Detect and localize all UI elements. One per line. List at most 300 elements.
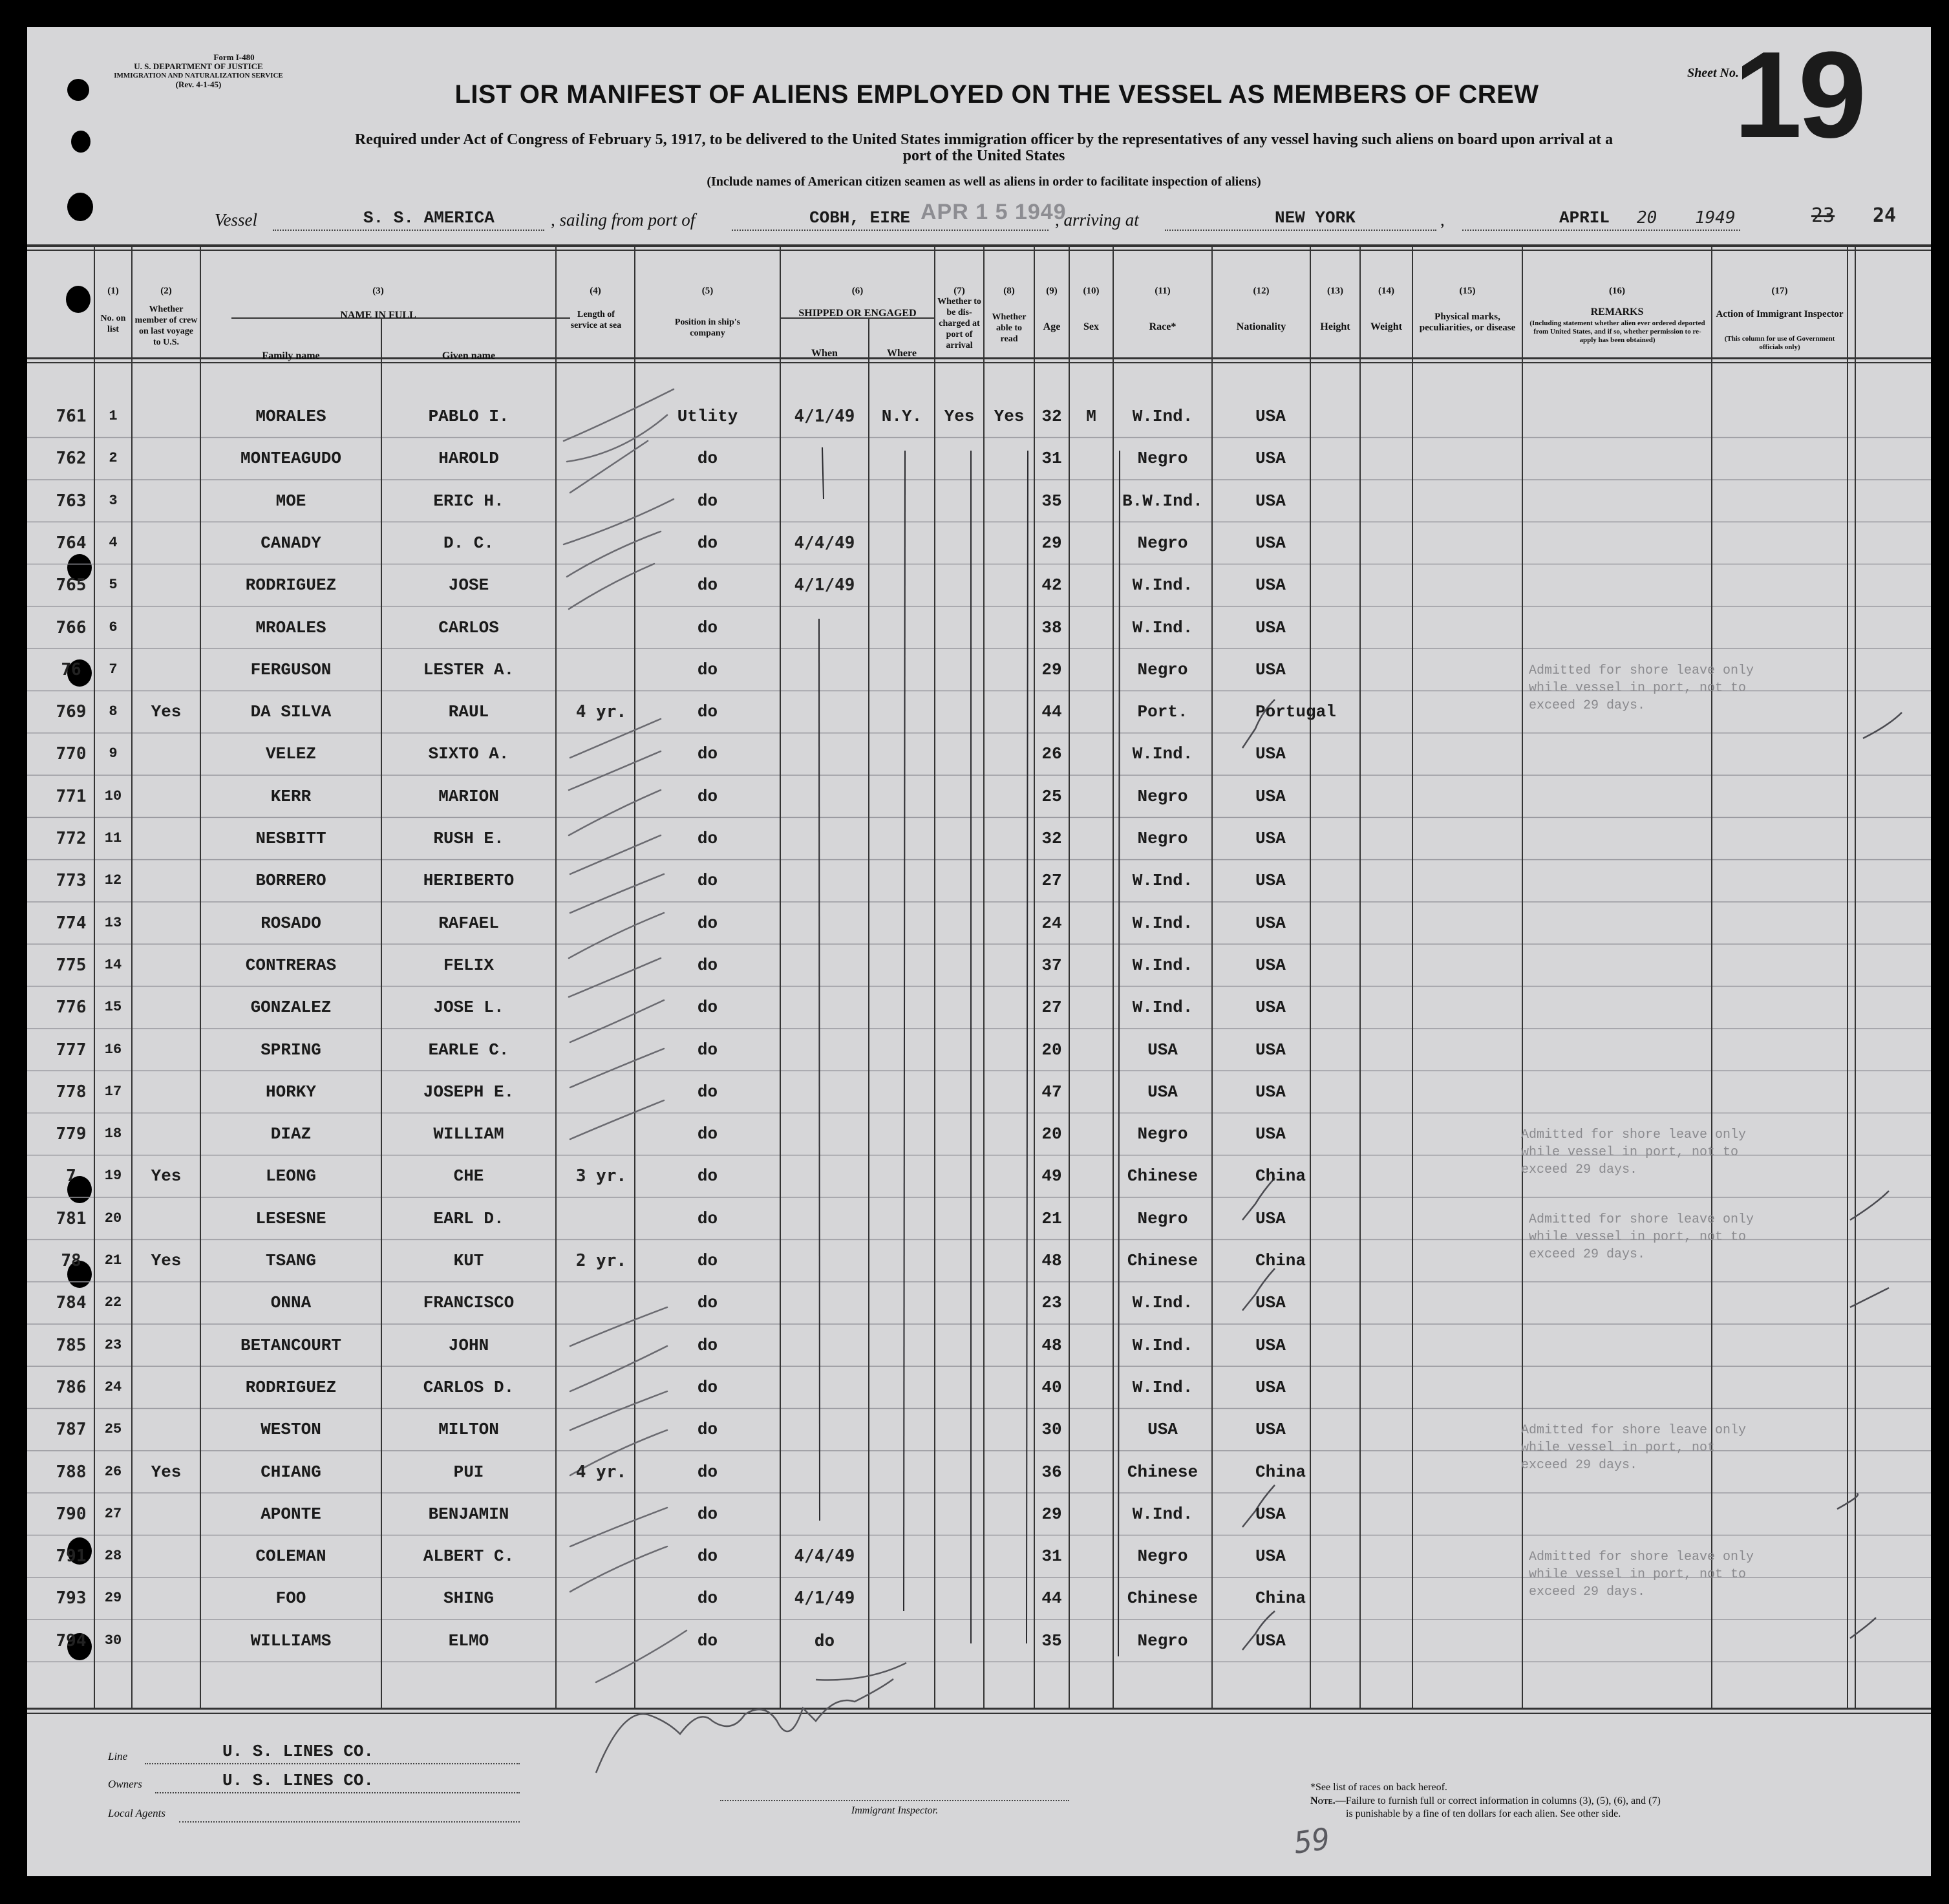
family-name: MROALES	[255, 617, 326, 637]
age: 27	[1041, 998, 1062, 1018]
nationality: China	[1255, 1166, 1306, 1186]
remark-line: exceed 29 days.	[1529, 1246, 1646, 1262]
margin-number: 773	[56, 871, 87, 891]
nationality: USA	[1255, 1293, 1286, 1313]
age: 38	[1041, 617, 1062, 637]
table-row	[27, 490, 1931, 512]
row-number: 27	[104, 1505, 122, 1522]
race: W.Ind.	[1132, 1293, 1193, 1313]
remark-line: Admitted for shore leave only	[1529, 663, 1754, 678]
position: do	[697, 1251, 718, 1270]
margin-number: 78	[61, 1251, 81, 1270]
margin-number: 763	[56, 491, 87, 511]
position: do	[697, 1208, 718, 1228]
margin-number: 776	[56, 998, 87, 1018]
margin-number: 785	[56, 1335, 87, 1355]
age: 35	[1041, 491, 1062, 511]
header-name-in-full: NAME IN FULL	[340, 310, 416, 321]
header-position: Position in ship's company	[674, 317, 741, 338]
position: do	[697, 491, 718, 511]
margin-number: 762	[56, 449, 87, 469]
age: 47	[1041, 1082, 1062, 1102]
nationality: USA	[1255, 617, 1286, 637]
nationality: USA	[1255, 786, 1286, 806]
given-name: SHING	[443, 1588, 494, 1609]
family-name: MOE	[275, 491, 306, 511]
table-row	[27, 447, 1931, 469]
race: Negro	[1137, 1631, 1188, 1651]
row-number: 4	[109, 534, 118, 551]
table-row	[27, 1334, 1931, 1356]
age: 29	[1041, 533, 1062, 553]
nationality: USA	[1255, 449, 1286, 469]
position: do	[697, 1335, 718, 1355]
position: do	[697, 1462, 718, 1482]
age: 24	[1041, 913, 1062, 933]
age: 27	[1041, 871, 1062, 891]
family-name: DIAZ	[270, 1124, 312, 1144]
remark-admitted-shore-leave	[1529, 1548, 1754, 1601]
nationality: USA	[1255, 829, 1286, 848]
position: do	[697, 702, 718, 722]
sailing-label: , sailing from port of	[551, 210, 696, 230]
position: do	[697, 1377, 718, 1397]
age: 40	[1041, 1377, 1062, 1397]
shipped-when: 4/4/49	[794, 533, 855, 553]
family-name: VELEZ	[265, 744, 316, 764]
race: W.Ind.	[1132, 744, 1193, 764]
age: 23	[1041, 1293, 1062, 1313]
vessel-name: S. S. AMERICA	[363, 208, 495, 228]
nationality: USA	[1255, 533, 1286, 553]
row-number: 19	[104, 1168, 122, 1184]
given-name: FRANCISCO	[423, 1293, 515, 1313]
header-given-name: Given name	[442, 350, 496, 361]
column-headers: (1) (2) (3) (4) (5) (6) (7) (8) (9) (10) (11) (12) (13) (14) (15) (16) (17) No. on list Whether member of crew on last voyage to U.S. NAME IN FULL Family name Given name Length of service at sea Position in ship's company SHIPPED OR ENGAGED When Where Whether to be dis-charged at port of arrival Whether able to read Age Sex Race* Nationality Height Weight Physical marks, peculiarities, or disease REMARKS (Including statement whether alien ever ordered deported from United States, and if so, whether permission to re-apply has been obtained) Action of Immigrant Inspector (This column for use of Government officials only)	[27, 27, 1931, 363]
sheet-label: Sheet No.	[1687, 66, 1739, 80]
given-name: EARL D.	[433, 1208, 504, 1228]
date-month: APRIL	[1559, 208, 1610, 228]
races-note: *See list of races on back hereof.	[1310, 1782, 1447, 1793]
row-number: 29	[104, 1590, 122, 1607]
remark-line: exceed 29 days.	[1529, 698, 1646, 713]
given-name: HAROLD	[438, 449, 499, 469]
given-name: FELIX	[443, 955, 494, 975]
race: Port.	[1137, 702, 1188, 722]
header-physical: Physical marks, peculiarities, or disease	[1419, 312, 1516, 333]
race: W.Ind.	[1132, 1504, 1193, 1524]
given-name: PABLO I.	[428, 407, 509, 426]
table-row	[27, 912, 1931, 934]
subtitle-line1: Required under Act of Congress of February 5, 1917, to be delivered to the United States immigration officer by the representatives of any vessel having such aliens on board upon arrival at a	[354, 131, 1614, 148]
position: do	[697, 1631, 718, 1651]
nationality: USA	[1255, 1377, 1286, 1397]
nationality: USA	[1255, 659, 1286, 679]
position: do	[697, 449, 718, 469]
family-name: LEONG	[265, 1166, 316, 1186]
margin-number: 770	[56, 744, 87, 764]
given-name: JOSE L.	[433, 998, 504, 1018]
position: do	[697, 575, 718, 595]
nationality: USA	[1255, 1124, 1286, 1144]
family-name: MONTEAGUDO	[240, 449, 342, 469]
family-name: ONNA	[270, 1293, 312, 1313]
age: 48	[1041, 1251, 1062, 1270]
race: W.Ind.	[1132, 913, 1193, 933]
header-discharged: Whether to be dis-charged at port of arrival	[937, 297, 981, 350]
nationality: USA	[1255, 491, 1286, 511]
shipped-when: 4/1/49	[794, 407, 855, 426]
manifest-sheet	[27, 27, 1931, 1876]
header-remarks-note: (Including statement whether alien ever ordered deported from United States, and if so, whether permission to re-apply has been obtained)	[1529, 319, 1705, 344]
given-name: HERIBERTO	[423, 871, 515, 891]
family-name: CONTRERAS	[245, 955, 337, 975]
race: W.Ind.	[1132, 871, 1193, 891]
given-name: RAUL	[448, 702, 489, 722]
family-name: FERGUSON	[250, 659, 332, 679]
header-no-on-list: No. on list	[100, 314, 126, 334]
given-name: PUI	[453, 1462, 484, 1482]
position: do	[697, 659, 718, 679]
race: Negro	[1137, 449, 1188, 469]
nationality: USA	[1255, 1546, 1286, 1567]
given-name: WILLIAM	[433, 1124, 504, 1144]
row-number: 3	[109, 492, 118, 509]
margin-number: 778	[56, 1082, 87, 1102]
received-stamp: APR 1 5 1949	[921, 200, 1067, 224]
family-name: RODRIGUEZ	[245, 1377, 337, 1397]
remark-line: while vessel in port, not to	[1529, 1567, 1747, 1583]
margin-number: 772	[56, 829, 87, 848]
family-name: KERR	[270, 786, 312, 806]
table-row	[27, 1081, 1931, 1103]
header-action-note: (This column for use of Government officials only)	[1724, 335, 1835, 351]
row-number: 17	[104, 1083, 122, 1100]
margin-number: 769	[56, 702, 87, 722]
date-year: 1949	[1695, 208, 1736, 228]
header-sex: Sex	[1083, 321, 1099, 332]
age: 37	[1041, 955, 1062, 975]
age: 21	[1041, 1208, 1062, 1228]
remark-line: exceed 29 days.	[1529, 1585, 1646, 1600]
remark-line: Admitted for shore leave only	[1521, 1128, 1747, 1143]
fine-note	[1310, 1795, 1892, 1821]
owners-value: U. S. LINES CO.	[222, 1771, 374, 1790]
crew-last-voyage: Yes	[151, 1462, 182, 1482]
header-shipped: SHIPPED OR ENGAGED	[798, 308, 917, 319]
position: do	[697, 913, 718, 933]
race: Chinese	[1127, 1588, 1198, 1609]
crew-last-voyage: Yes	[151, 1251, 182, 1270]
table-row	[27, 532, 1931, 554]
race: W.Ind.	[1132, 407, 1193, 426]
margin-number: 764	[56, 533, 87, 553]
position: do	[697, 1420, 718, 1440]
family-name: BORRERO	[255, 871, 326, 891]
row-number: 13	[104, 914, 122, 931]
row-number: 8	[109, 703, 118, 720]
row-number: 23	[104, 1336, 122, 1353]
age: 20	[1041, 1040, 1062, 1060]
nationality: USA	[1255, 1420, 1286, 1440]
given-name: CARLOS	[438, 617, 499, 637]
form-dept: U. S. DEPARTMENT OF JUSTICE	[134, 61, 263, 71]
table-row	[27, 1039, 1931, 1061]
header-length-service: Length of service at sea	[570, 310, 622, 330]
header-when: When	[811, 348, 838, 359]
row-number: 30	[104, 1632, 122, 1649]
position: do	[697, 1504, 718, 1524]
table-row	[27, 1292, 1931, 1314]
row-number: 5	[109, 577, 118, 594]
row-number: 12	[104, 872, 122, 889]
family-name: BETANCOURT	[240, 1335, 342, 1355]
table-row	[27, 617, 1931, 639]
nationality: USA	[1255, 913, 1286, 933]
discharged: Yes	[944, 407, 975, 426]
table-row	[27, 743, 1931, 765]
age: 35	[1041, 1631, 1062, 1651]
port-name: COBH, EIRE	[809, 208, 911, 228]
length-of-service: 2 yr.	[575, 1251, 627, 1270]
given-name: RUSH E.	[433, 829, 504, 848]
position: do	[697, 744, 718, 764]
given-name: ALBERT C.	[423, 1546, 515, 1567]
nationality: USA	[1255, 871, 1286, 891]
sheet-number: 19	[1734, 27, 1863, 164]
family-name: APONTE	[261, 1504, 321, 1524]
given-name: MARION	[438, 786, 499, 806]
family-name: MORALES	[255, 407, 326, 426]
table-row	[27, 786, 1931, 808]
table-row	[27, 996, 1931, 1018]
shipped-when: 4/1/49	[794, 1588, 855, 1609]
margin-number: 765	[56, 575, 87, 595]
age: 48	[1041, 1335, 1062, 1355]
voyage-line: Vessel S. S. AMERICA , sailing from port of COBH, EIRE APR 1 5 1949 , arriving at NEW YORK , APRIL 20 1949 23 24	[215, 200, 1897, 230]
table-row	[27, 574, 1931, 596]
header-age: Age	[1043, 321, 1061, 332]
race: Chinese	[1127, 1462, 1198, 1482]
header-height: Height	[1320, 321, 1350, 332]
arriving-label: , arriving at	[1055, 210, 1139, 230]
length-of-service: 3 yr.	[575, 1166, 627, 1186]
position: do	[697, 1040, 718, 1060]
race: Negro	[1137, 533, 1188, 553]
agents-label: Local Agents	[108, 1807, 165, 1819]
age: 20	[1041, 1124, 1062, 1144]
subtitle-note: (Include names of American citizen seamen as well as aliens in order to facilitate inspection of aliens)	[707, 175, 1261, 189]
age: 30	[1041, 1420, 1062, 1440]
race: B.W.Ind.	[1122, 491, 1203, 511]
margin-number: 76	[61, 659, 81, 679]
row-number: 22	[104, 1294, 122, 1311]
row-number: 25	[104, 1421, 122, 1438]
margin-number: 774	[56, 913, 87, 933]
family-name: WILLIAMS	[250, 1631, 332, 1651]
position: do	[697, 998, 718, 1018]
nationality: China	[1255, 1251, 1306, 1270]
form-rev: (Rev. 4-1-45)	[175, 80, 222, 89]
able-to-read: Yes	[994, 407, 1025, 426]
margin-number: 775	[56, 955, 87, 975]
header-remarks: REMARKS	[1590, 306, 1644, 317]
margin-number: 787	[56, 1420, 87, 1440]
position: do	[697, 955, 718, 975]
nationality: USA	[1255, 1208, 1286, 1228]
header-weight: Weight	[1370, 321, 1402, 332]
position: do	[697, 1293, 718, 1313]
position: do	[697, 1588, 718, 1609]
age: 44	[1041, 1588, 1062, 1609]
family-name: WESTON	[261, 1420, 321, 1440]
inspector-signature	[596, 1663, 906, 1773]
line-label: Line	[108, 1750, 128, 1762]
margin-number: 784	[56, 1293, 87, 1313]
age: 31	[1041, 1546, 1062, 1567]
table-row	[27, 1376, 1931, 1398]
position: do	[697, 1124, 718, 1144]
shipped-when: 4/1/49	[794, 575, 855, 595]
table-row	[27, 828, 1931, 850]
row-number: 28	[104, 1548, 122, 1565]
form-number: Form I-480	[213, 52, 255, 62]
age: 36	[1041, 1462, 1062, 1482]
race: W.Ind.	[1132, 998, 1193, 1018]
nationality: USA	[1255, 955, 1286, 975]
length-of-service: 4 yr.	[575, 702, 627, 722]
age: 25	[1041, 786, 1062, 806]
remark-line: Admitted for shore leave only	[1529, 1550, 1754, 1565]
header-action: Action of Immigrant Inspector	[1716, 309, 1844, 319]
age: 32	[1041, 829, 1062, 848]
margin-number: 793	[56, 1588, 87, 1609]
remark-line: while vessel in port, not to	[1529, 1229, 1747, 1245]
race: Negro	[1137, 829, 1188, 848]
row-number: 24	[104, 1378, 122, 1395]
family-name: LESESNE	[255, 1208, 326, 1228]
remark-admitted-shore-leave	[1521, 1422, 1746, 1474]
nationality: USA	[1255, 1504, 1286, 1524]
family-name: GONZALEZ	[250, 998, 332, 1018]
margin-number: 766	[56, 617, 87, 637]
note-text1: —Failure to furnish full or correct information in columns (3), (5), (6), and (7)	[1335, 1795, 1661, 1806]
nationality: USA	[1255, 1631, 1286, 1651]
margin-number: 771	[56, 786, 87, 806]
note-text2: is punishable by a fine of ten dollars for each alien. See other side.	[1346, 1808, 1621, 1819]
age: 49	[1041, 1166, 1062, 1186]
margin-number: 788	[56, 1462, 87, 1482]
shipped-where: N.Y.	[881, 407, 922, 426]
remark-admitted-shore-leave	[1529, 662, 1754, 714]
row-number: 11	[104, 830, 122, 846]
remark-line: Admitted for shore leave only	[1521, 1423, 1747, 1439]
position: Utlity	[677, 407, 738, 426]
nationality: USA	[1255, 1082, 1286, 1102]
remark-line: while vessel in port, not	[1521, 1440, 1716, 1456]
table-row	[27, 870, 1931, 892]
row-number: 15	[104, 999, 122, 1016]
given-name: EARLE C.	[428, 1040, 509, 1060]
sex: M	[1086, 407, 1096, 426]
header-race: Race*	[1149, 321, 1177, 332]
margin-number: 790	[56, 1504, 87, 1524]
page-ref: 24	[1873, 204, 1897, 227]
race: W.Ind.	[1132, 1335, 1193, 1355]
remark-line: while vessel in port, not to	[1521, 1145, 1739, 1161]
given-name: CARLOS D.	[423, 1377, 515, 1397]
margin-number: 794	[56, 1631, 87, 1651]
inspector-label: Immigrant Inspector.	[851, 1805, 939, 1816]
race: Negro	[1137, 659, 1188, 679]
age: 32	[1041, 407, 1062, 426]
position: do	[697, 1546, 718, 1567]
family-name: DA SILVA	[250, 702, 332, 722]
row-number: 16	[104, 1041, 122, 1058]
age: 42	[1041, 575, 1062, 595]
shipped-when: 4/4/49	[794, 1546, 855, 1567]
position: do	[697, 617, 718, 637]
header-whether-member: Whether member of crew on last voyage to U.S.	[134, 305, 198, 347]
nationality: Portugal	[1255, 702, 1336, 722]
given-name: RAFAEL	[438, 913, 499, 933]
race: W.Ind.	[1132, 1377, 1193, 1397]
row-number: 2	[109, 450, 118, 467]
given-name: JOSE	[448, 575, 489, 595]
header-nationality: Nationality	[1236, 321, 1286, 332]
margin-number: 7	[66, 1166, 76, 1186]
position: do	[697, 829, 718, 848]
row-number: 7	[109, 661, 118, 678]
remark-line: exceed 29 days.	[1521, 1458, 1638, 1473]
remark-admitted-shore-leave	[1529, 1211, 1754, 1263]
nationality: USA	[1255, 998, 1286, 1018]
age: 44	[1041, 702, 1062, 722]
row-number: 9	[109, 745, 118, 762]
race: USA	[1147, 1420, 1178, 1440]
race: USA	[1147, 1040, 1178, 1060]
given-name: BENJAMIN	[428, 1504, 509, 1524]
family-name: CANADY	[261, 533, 321, 553]
given-name: JOSEPH E.	[423, 1082, 515, 1102]
margin-number: 777	[56, 1040, 87, 1060]
family-name: CHIANG	[261, 1462, 321, 1482]
given-name: ERIC H.	[433, 491, 504, 511]
given-name: LESTER A.	[423, 659, 515, 679]
given-name: CHE	[453, 1166, 484, 1186]
table-row	[27, 954, 1931, 976]
remark-line: exceed 29 days.	[1521, 1162, 1638, 1178]
position: do	[697, 1166, 718, 1186]
date-day: 20	[1637, 208, 1657, 228]
remark-line: while vessel in port, not to	[1529, 680, 1747, 696]
race: W.Ind.	[1132, 617, 1193, 637]
note-label: Note.	[1310, 1795, 1336, 1806]
row-number: 14	[104, 956, 122, 973]
page-title: LIST OR MANIFEST OF ALIENS EMPLOYED ON THE VESSEL AS MEMBERS OF CREW	[454, 80, 1539, 109]
vessel-label: Vessel	[215, 210, 257, 230]
family-name: RODRIGUEZ	[245, 575, 337, 595]
crew-last-voyage: Yes	[151, 702, 182, 722]
age: 29	[1041, 659, 1062, 679]
line-value: U. S. LINES CO.	[222, 1742, 374, 1761]
age: 29	[1041, 1504, 1062, 1524]
table-row	[27, 405, 1931, 427]
nationality: USA	[1255, 1040, 1286, 1060]
nationality: China	[1255, 1462, 1306, 1482]
table-row	[27, 1630, 1931, 1652]
crew-last-voyage: Yes	[151, 1166, 182, 1186]
